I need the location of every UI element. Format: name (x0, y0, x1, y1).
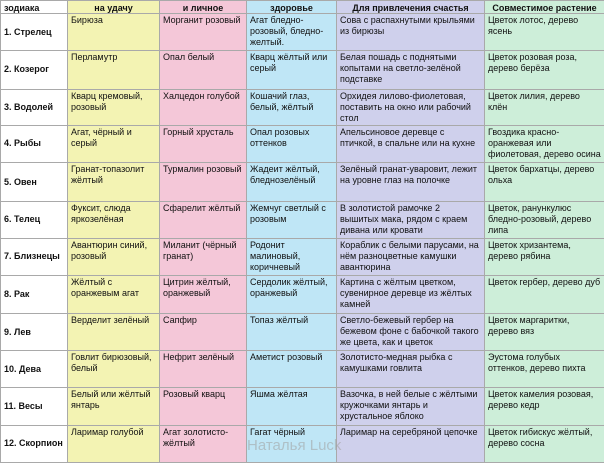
cell-happiness: Светло-бежевый гербер на бежевом фоне с бабочкой такого же цвета, как и цветок (337, 313, 485, 350)
zodiac-row (1, 275, 604, 313)
header-luck: на удачу (68, 1, 160, 14)
cell-personal: Сапфир (160, 313, 247, 350)
header-health: здоровье (247, 1, 337, 14)
cell-luck: Кварц кремовый, розовый (68, 89, 160, 125)
cell-sign: 4. Рыбы (1, 125, 68, 162)
cell-plant: Цветок лотос, дерево ясень (485, 14, 604, 51)
zodiac-row (1, 125, 604, 162)
cell-plant: Гвоздика красно-оранжевая или фиолетовая, дерево осина (485, 125, 604, 162)
cell-health: Родонит малиновый, коричневый (247, 238, 337, 275)
cell-plant: Цветок, ранункулюс бледно-розовый, дерево липа (485, 202, 604, 238)
cell-personal: Миланит (чёрный гранат) (160, 238, 247, 275)
cell-sign: 1. Стрелец (1, 14, 68, 51)
cell-sign: 12. Скорпион (1, 425, 68, 462)
zodiac-row (1, 313, 604, 350)
cell-plant: Эустома голубых оттенков, дерево пихта (485, 351, 604, 388)
cell-personal: Цитрин жёлтый, оранжевый (160, 275, 247, 313)
cell-happiness: Кораблик с белыми парусами, на нём разноцветные камушки авантюрина (337, 238, 485, 275)
cell-luck: Ларимар голубой (68, 425, 160, 462)
header-row (1, 1, 604, 14)
cell-happiness: Апельсиновое деревце с птичкой, в спальне или на кухне (337, 125, 485, 162)
cell-health: Гагат чёрный (247, 425, 337, 462)
cell-happiness: Золотисто-медная рыбка с камушками говлита (337, 351, 485, 388)
cell-luck: Бирюза (68, 14, 160, 51)
cell-health: Сердолик жёлтый, оранжевый (247, 275, 337, 313)
cell-health: Жемчуг светлый с розовым (247, 202, 337, 238)
cell-happiness: Вазочка, в ней белые с жёлтыми кружочками янтарь и хрустальное яблоко (337, 388, 485, 425)
cell-sign: 7. Близнецы (1, 238, 68, 275)
cell-luck: Говлит бирюзовый, белый (68, 351, 160, 388)
cell-personal: Горный хрусталь (160, 125, 247, 162)
zodiac-row (1, 89, 604, 125)
header-happiness: Для привлечения счастья (337, 1, 485, 14)
zodiac-row (1, 425, 604, 462)
cell-health: Агат бледно-розовый, бледно-желтый. (247, 14, 337, 51)
cell-health: Топаз жёлтый (247, 313, 337, 350)
header-sign: зодиака (1, 1, 68, 14)
zodiac-row (1, 238, 604, 275)
cell-happiness: В золотистой рамочке 2 вышитых мака, рядом с краем дивана или кровати (337, 202, 485, 238)
zodiac-table-body (1, 1, 604, 463)
cell-luck: Верделит зелёный (68, 313, 160, 350)
cell-plant: Цветок камелия розовая, дерево кедр (485, 388, 604, 425)
cell-happiness: Ларимар на серебряной цепочке (337, 425, 485, 462)
zodiac-row (1, 388, 604, 425)
zodiac-row (1, 14, 604, 51)
cell-health: Аметист розовый (247, 351, 337, 388)
cell-personal: Сфарелит жёлтый (160, 202, 247, 238)
cell-luck: Агат, чёрный и серый (68, 125, 160, 162)
cell-health: Яшма жёлтая (247, 388, 337, 425)
zodiac-row (1, 163, 604, 202)
cell-sign: 10. Дева (1, 351, 68, 388)
cell-personal: Агат золотисто-жёлтый (160, 425, 247, 462)
cell-happiness: Картина с жёлтым цветком, сувенирное деревце из жёлтых камней (337, 275, 485, 313)
cell-personal: Нефрит зелёный (160, 351, 247, 388)
cell-happiness: Сова с распахнутыми крыльями из бирюзы (337, 14, 485, 51)
cell-sign: 8. Рак (1, 275, 68, 313)
cell-plant: Цветок гербер, дерево дуб (485, 275, 604, 313)
cell-happiness: Зелёный гранат-уваровит, лежит на уровне глаз на полочке (337, 163, 485, 202)
cell-plant: Цветок маргаритки, дерево вяз (485, 313, 604, 350)
header-plant: Совместимое растение (485, 1, 604, 14)
cell-plant: Цветок бархатцы, дерево ольха (485, 163, 604, 202)
cell-plant: Цветок лилия, дерево клён (485, 89, 604, 125)
cell-happiness: Орхидея лилово-фиолетовая, поставить на окно или рабочий стол (337, 89, 485, 125)
zodiac-row (1, 51, 604, 89)
cell-sign: 2. Козерог (1, 51, 68, 89)
cell-luck: Белый или жёлтый янтарь (68, 388, 160, 425)
cell-plant: Цветок хризантема, дерево рябина (485, 238, 604, 275)
cell-luck: Перламутр (68, 51, 160, 89)
cell-sign: 9. Лев (1, 313, 68, 350)
cell-luck: Гранат-топазолит жёлтый (68, 163, 160, 202)
cell-luck: Жёлтый с оранжевым агат (68, 275, 160, 313)
cell-luck: Авантюрин синий, розовый (68, 238, 160, 275)
cell-personal: Морганит розовый (160, 14, 247, 51)
cell-health: Кварц жёлтый или серый (247, 51, 337, 89)
cell-sign: 3. Водолей (1, 89, 68, 125)
cell-happiness: Белая пошадь с поднятыми копытами на светло-зелёной подставке (337, 51, 485, 89)
cell-health: Опал розовых оттенков (247, 125, 337, 162)
cell-sign: 11. Весы (1, 388, 68, 425)
cell-luck: Фуксит, слюда яркозелёная (68, 202, 160, 238)
cell-health: Кошачий глаз, белый, жёлтый (247, 89, 337, 125)
zodiac-row (1, 202, 604, 238)
cell-health: Жадеит жёлтый, бледнозелёный (247, 163, 337, 202)
cell-plant: Цветок гибискус жёлтый, дерево сосна (485, 425, 604, 462)
watermark-text: Наталья Luck (247, 437, 342, 454)
cell-personal: Опал белый (160, 51, 247, 89)
zodiac-row (1, 351, 604, 388)
cell-personal: Турмалин розовый (160, 163, 247, 202)
cell-sign: 6. Телец (1, 202, 68, 238)
cell-sign: 5. Овен (1, 163, 68, 202)
cell-personal: Халцедон голубой (160, 89, 247, 125)
cell-personal: Розовый кварц (160, 388, 247, 425)
header-personal: и личное (160, 1, 247, 14)
cell-plant: Цветок розовая роза, дерево берёза (485, 51, 604, 89)
